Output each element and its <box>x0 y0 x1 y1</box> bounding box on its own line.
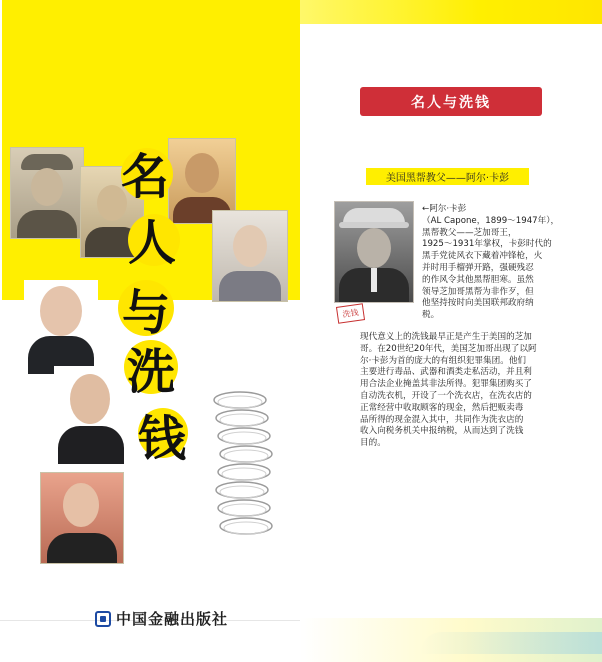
paragraph-line: 品所得的现金混入其中，共同作为洗衣店的 <box>360 414 524 425</box>
paragraph-line: 收入向税务机关申报纳税，从而达到了洗钱 <box>360 426 524 437</box>
bio-line: 的作风令其他黑帮胆寒。虽然 <box>422 274 534 285</box>
bio-line: 领导芝加哥黑帮为非作歹，但 <box>422 286 534 297</box>
bio-line: （AL Capone，1899～1947年）， <box>422 215 560 226</box>
photo-man-in-hat <box>10 147 84 239</box>
portrait-photo <box>334 201 414 303</box>
title-char-5: 钱 <box>137 410 186 467</box>
paragraph-line: 目的。 <box>360 438 386 449</box>
section-subtitle: 美国黑帮教父——阿尔·卡彭 <box>366 168 529 185</box>
bio-line: 1925～1931年掌权，卡彭时代的 <box>422 239 552 250</box>
publisher-name: 中国金融出版社 <box>116 610 229 628</box>
title-char-2: 人 <box>127 214 176 271</box>
bio-line: 他坚持按时向美国联邦政府纳 <box>422 298 534 309</box>
bio-line: 黑帮教父——芝加哥王， <box>422 227 517 238</box>
paragraph-line: 哥。在20世纪20年代，美国芝加哥出现了以阿 <box>360 343 537 354</box>
photo-man-speaking <box>54 366 128 464</box>
paragraph-line: 尔·卡彭为首的庞大的有组织犯罪集团。他们 <box>360 355 527 366</box>
paragraph-line: 主要进行毒品、武器和酒类走私活动，并且利 <box>360 367 532 378</box>
chain-rings-graphic <box>200 388 290 548</box>
bio-line: 税。 <box>422 310 440 321</box>
title-char-4: 洗 <box>126 343 175 400</box>
title-char-3: 与 <box>121 284 170 341</box>
page-top-band <box>300 0 602 24</box>
photo-man-with-microphone <box>40 472 124 564</box>
body-paragraph <box>360 332 592 450</box>
bio-line: ←阿尔·卡彭 <box>422 204 467 214</box>
bio-line: 黑手党徒风衣下藏着冲锋枪，火 <box>422 251 543 262</box>
title-char-1: 名 <box>120 148 169 205</box>
bio-line: 并时用手榴弹开路，强硬残忍 <box>422 262 534 273</box>
paragraph-line: 自动洗衣机，开设了一个洗衣店，在洗衣店的 <box>360 390 532 401</box>
paragraph-line: 正常经营中收取顾客的现金，然后把贩卖毒 <box>360 402 524 413</box>
section-heading: 名人与洗钱 <box>360 87 542 116</box>
publisher-mark <box>95 608 228 629</box>
bio-text <box>422 204 594 322</box>
photo-man-with-glasses <box>24 280 98 374</box>
paragraph-line: 现代意义上的洗钱最早正是产生于美国的芝加 <box>360 332 532 342</box>
photo-elderly-man <box>212 210 288 302</box>
paragraph-line: 用合法企业掩盖其非法所得。犯罪集团购买了 <box>360 379 532 390</box>
page-bottom-wave <box>420 632 602 654</box>
stamp-seal: 洗钱 <box>336 303 365 324</box>
publisher-logo-icon <box>95 611 111 627</box>
